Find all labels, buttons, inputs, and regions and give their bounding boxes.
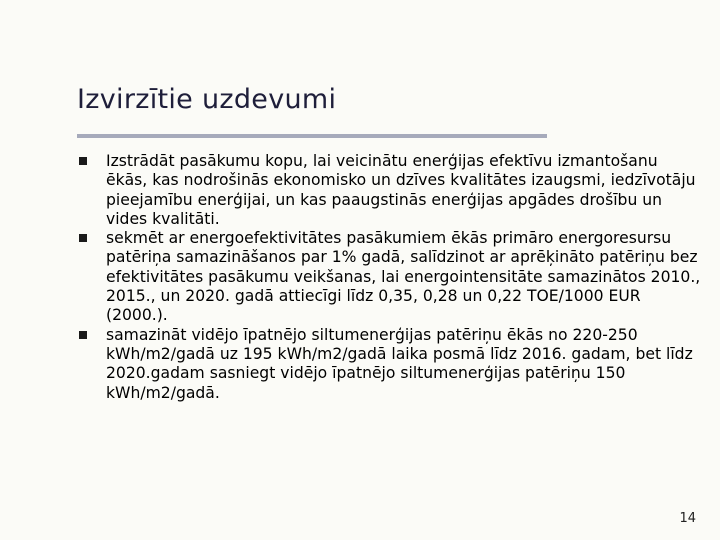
square-bullet-icon — [79, 157, 87, 165]
page-number: 14 — [679, 511, 696, 526]
bullet-item — [78, 152, 703, 229]
bullet-text: samazināt vidējo īpatnējo siltumenerģijas patēriņu ēkās no 220-250 kWh/m2/gadā uz 195 kWh/m2/gadā laika posmā līdz 2016. gadam, bet līdz 2020.gadam sasniegt vidējo īpatnējo siltumenerģijas patēriņu 150 kWh/m2/gadā. — [106, 325, 693, 402]
bullet-list — [78, 152, 703, 403]
bullet-text: sekmēt ar energoefektivitātes pasākumiem ēkās primāro energoresursu patēriņa samazināšanos par 1% gadā, salīdzinot ar aprēķināto patēriņu bez efektivitātes pasākumu veikšanas, lai energointensitāte samazinātos 2010., 2015., un 2020. gadā attiecīgi līdz 0,35, 0,28 un 0,22 TOE/1000 EUR (2000.). — [106, 229, 701, 325]
bullet-item — [78, 229, 703, 325]
title-underline-rule — [77, 134, 547, 138]
square-bullet-icon — [79, 234, 87, 242]
square-bullet-icon — [79, 331, 87, 339]
bullet-text: Izstrādāt pasākumu kopu, lai veicinātu enerģijas efektīvu izmantošanu ēkās, kas nodrošinās ekonomisko un dzīves kvalitātes izaugsmi, iedzīvotāju pieejamību enerģijai, un kas paaugstinās enerģijas apgādes drošību un vides kvalitāti. — [106, 152, 696, 228]
slide-title: Izvirzītie uzdevumi — [77, 84, 337, 115]
bullet-item — [78, 326, 703, 403]
